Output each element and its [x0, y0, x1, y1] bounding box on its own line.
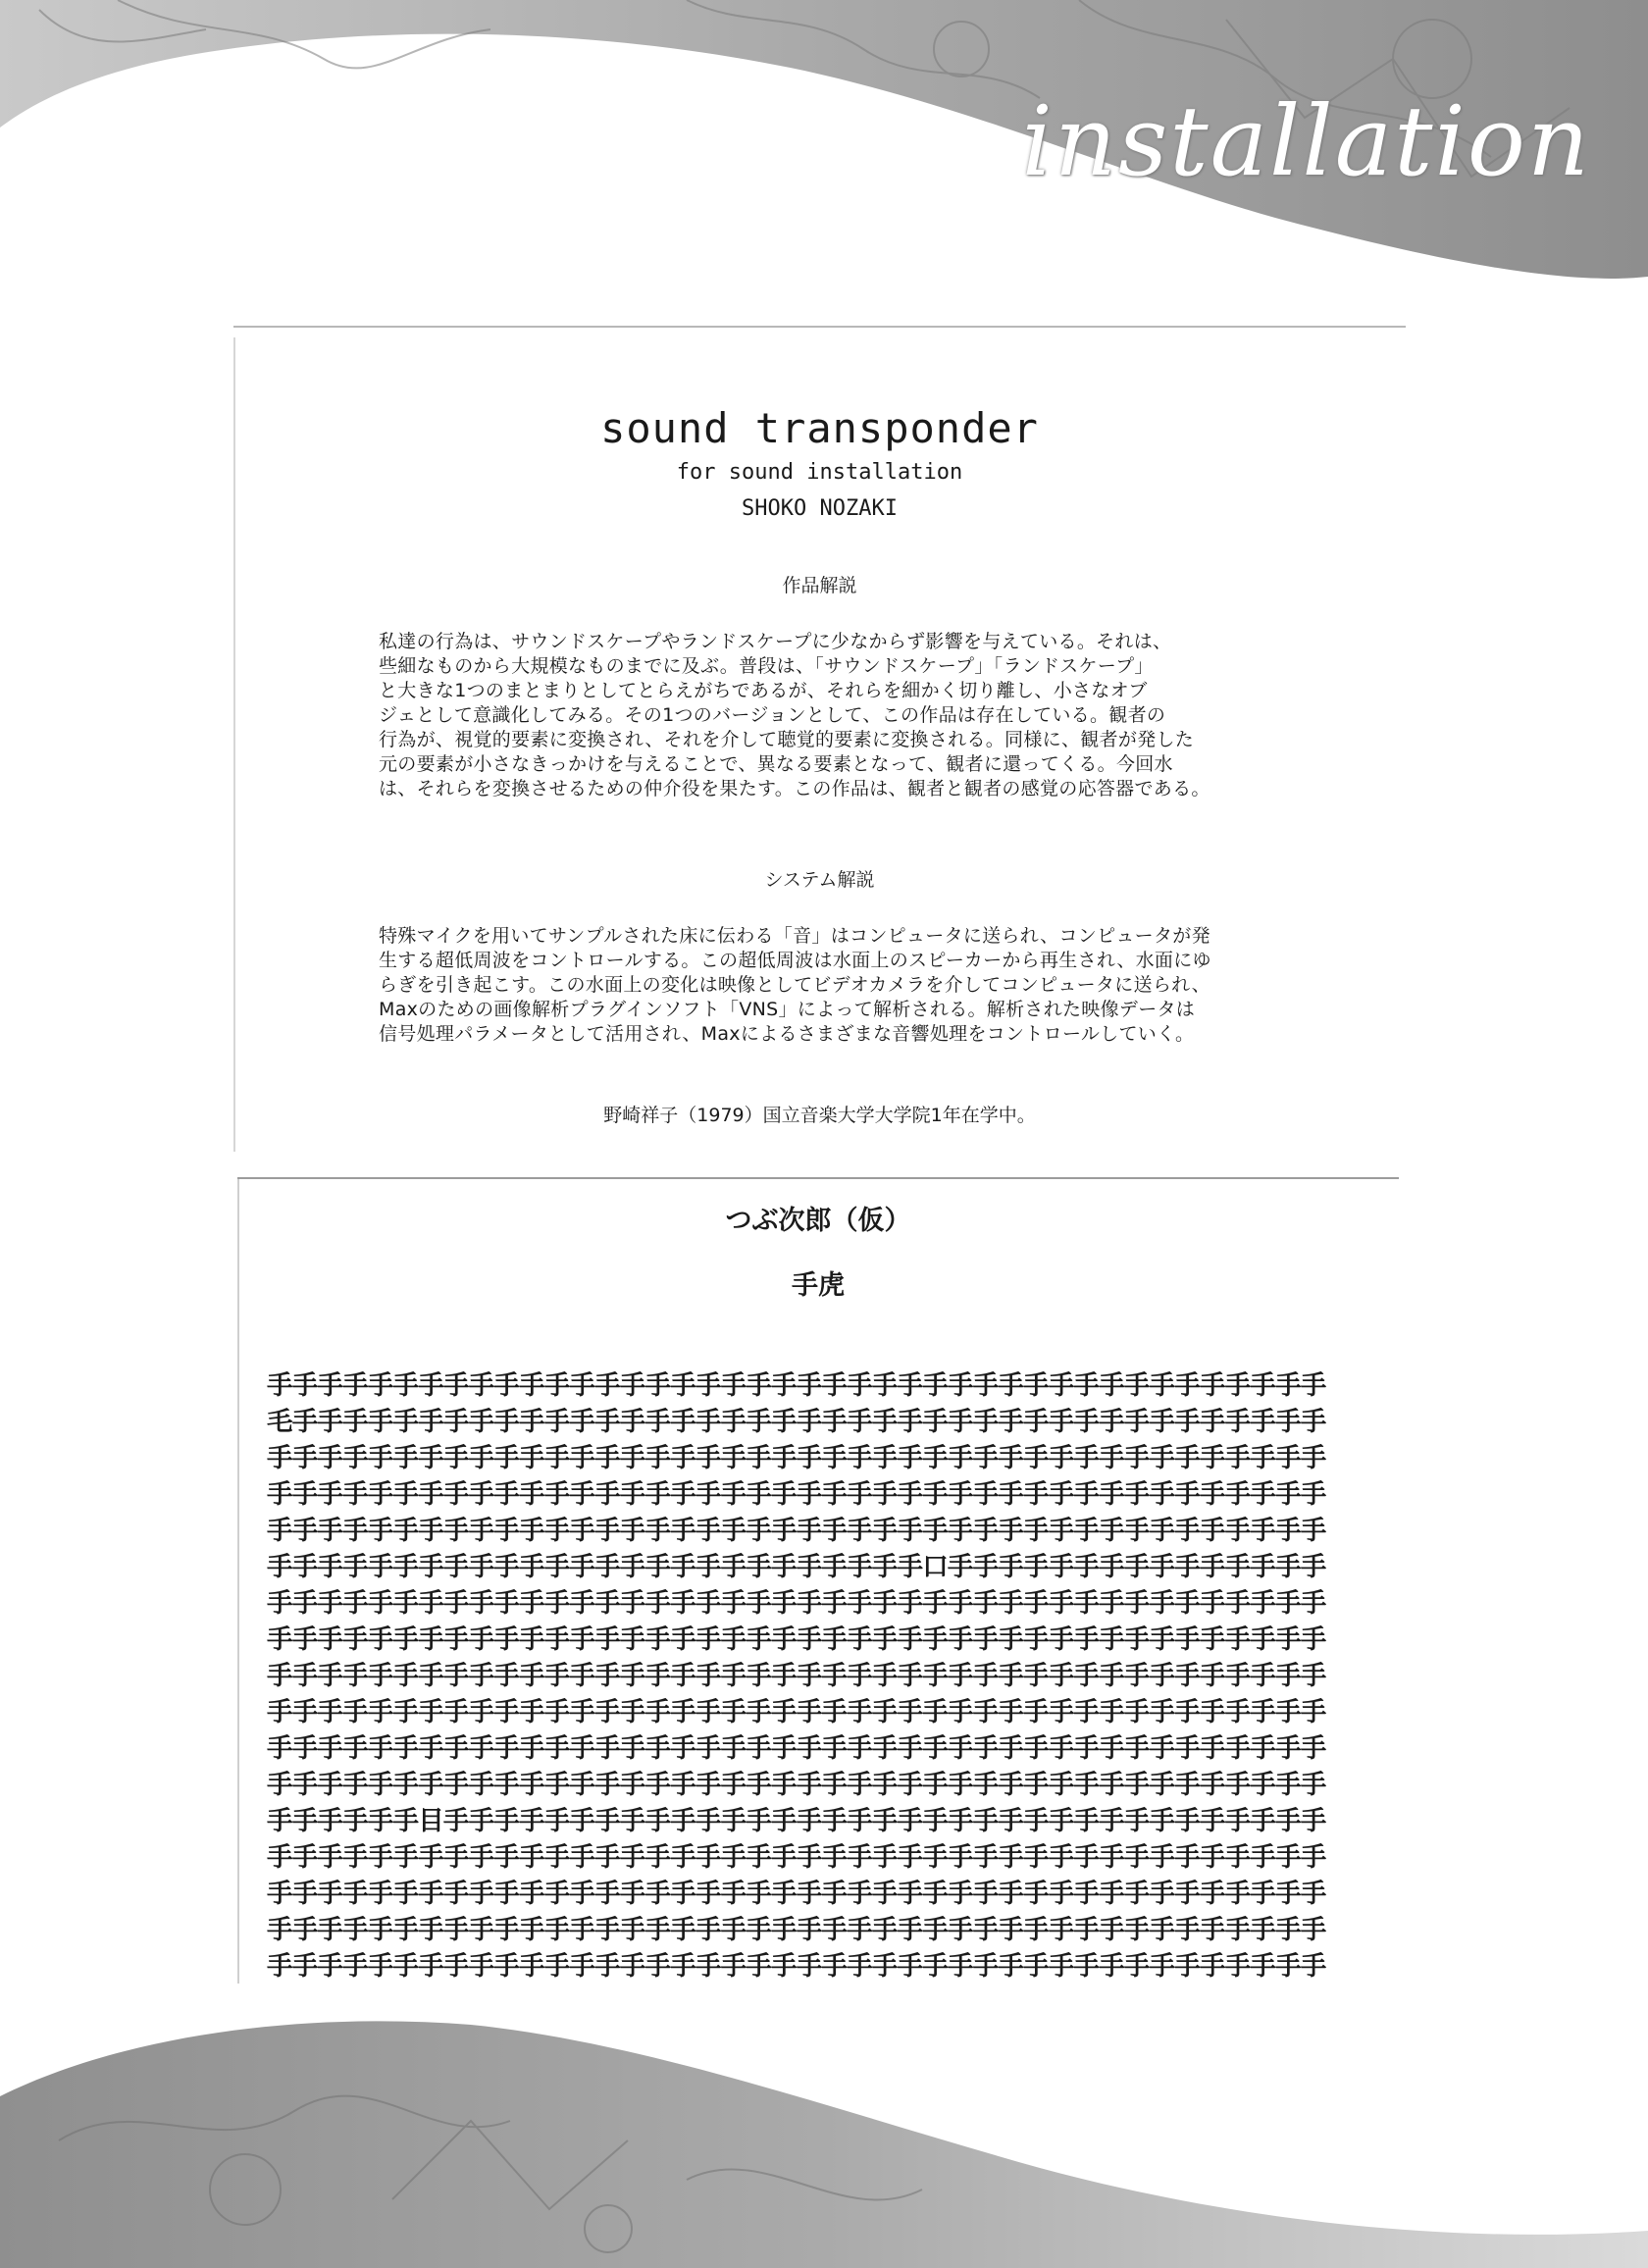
text-line: Maxのための画像解析プラグインソフト「VNS」によって解析される。解析された映像データは: [379, 999, 1196, 1020]
work-description-heading: 作品解説: [782, 575, 857, 596]
author-bio: 野崎祥子（1979）国立音楽大学大学院1年在学中。: [603, 1105, 1036, 1126]
sound-transponder-section: [233, 326, 1406, 1163]
text-line: 行為が、視覚的要素に変換され、それを介して聴覚的要素に変換される。同様に、観者が発した: [379, 729, 1195, 750]
text-line: は、それらを変換させるための仲介役を果たす。この作品は、観者と観者の感覚の応答器である。: [379, 778, 1210, 799]
piece-subtitle: for sound installation: [676, 460, 963, 485]
text-line: 生する超低周波をコントロールする。この超低周波は水面上のスピーカーから再生され、水面にゆ: [379, 950, 1211, 971]
grid-row: 毛手手手手手手手手手手手手手手手手手手手手手手手手手手手手手手手手手手手手手手手手手: [267, 1407, 1326, 1437]
second-piece-subtitle: 手虎: [792, 1270, 845, 1301]
piece-title: sound transponder: [600, 404, 1039, 452]
grid-row: 手手手手手手目手手手手手手手手手手手手手手手手手手手手手手手手手手手手手手手手手手手: [267, 1806, 1326, 1836]
system-description-text: [379, 924, 1360, 1047]
character-grid: [267, 1367, 1375, 1984]
grid-row: 手手手手手手手手手手手手手手手手手手手手手手手手手手口手手手手手手手手手手手手手手手: [267, 1552, 1326, 1582]
grid-row: 手手手手手手手手手手手手手手手手手手手手手手手手手手手手手手手手手手手手手手手手手手: [267, 1842, 1326, 1873]
text-line: 私達の行為は、サウンドスケープやランドスケープに少なからず影響を与えている。それは、: [379, 631, 1172, 652]
system-description-heading: システム解説: [764, 869, 875, 891]
grid-row: 手手手手手手手手手手手手手手手手手手手手手手手手手手手手手手手手手手手手手手手手手手: [267, 1624, 1326, 1655]
text-line: ジェとして意識化してみる。その1つのバージョンとして、この作品は存在している。観者の: [379, 704, 1166, 726]
text-line: 些細なものから大規模なものまでに及ぶ。普段は、「サウンドスケープ」「ランドスケープ」: [379, 655, 1154, 677]
text-line: 信号処理パラメータとして活用され、Maxによるさまざまな音響処理をコントロールしていく。: [379, 1023, 1195, 1045]
grid-row: 手手手手手手手手手手手手手手手手手手手手手手手手手手手手手手手手手手手手手手手手手手: [267, 1915, 1326, 1945]
text-line: 特殊マイクを用いてサンプルされた床に伝わる「音」はコンピュータに送られ、コンピュータが発: [379, 925, 1210, 947]
text-line: と大きな1つのまとまりとしてとらえがちであるが、それらを細かく切り離し、小さなオブ: [379, 680, 1148, 701]
grid-row: 手手手手手手手手手手手手手手手手手手手手手手手手手手手手手手手手手手手手手手手手手手: [267, 1697, 1326, 1727]
banner-title: installation: [1021, 86, 1591, 198]
grid-row: 手手手手手手手手手手手手手手手手手手手手手手手手手手手手手手手手手手手手手手手手手手: [267, 1770, 1326, 1800]
work-description-text: [379, 630, 1360, 801]
grid-row: 手手手手手手手手手手手手手手手手手手手手手手手手手手手手手手手手手手手手手手手手手手: [267, 1516, 1326, 1546]
grid-row: 手手手手手手手手手手手手手手手手手手手手手手手手手手手手手手手手手手手手手手手手手手: [267, 1661, 1326, 1691]
text-line: 元の要素が小さなきっかけを与えることで、異なる要素となって、観者に還ってくる。今回水: [379, 753, 1173, 775]
grid-row: 手手手手手手手手手手手手手手手手手手手手手手手手手手手手手手手手手手手手手手手手手手: [267, 1443, 1326, 1473]
grid-row: 手手手手手手手手手手手手手手手手手手手手手手手手手手手手手手手手手手手手手手手手手手: [267, 1479, 1326, 1510]
grid-row: 手手手手手手手手手手手手手手手手手手手手手手手手手手手手手手手手手手手手手手手手手手: [267, 1951, 1326, 1982]
grid-row: 手手手手手手手手手手手手手手手手手手手手手手手手手手手手手手手手手手手手手手手手手手: [267, 1879, 1326, 1909]
piece-author: SHOKO NOZAKI: [742, 496, 898, 521]
grid-row: 手手手手手手手手手手手手手手手手手手手手手手手手手手手手手手手手手手手手手手手手手手: [267, 1370, 1326, 1401]
tsubujiro-section: [237, 1177, 1399, 2011]
second-piece-title: つぶ次郎（仮）: [725, 1206, 911, 1236]
text-line: らぎを引き起こす。この水面上の変化は映像としてビデオカメラを介してコンピュータに送られ、: [379, 974, 1210, 996]
bottom-decorative-wave: [0, 2003, 1648, 2268]
grid-row: 手手手手手手手手手手手手手手手手手手手手手手手手手手手手手手手手手手手手手手手手手手: [267, 1733, 1326, 1764]
grid-row: 手手手手手手手手手手手手手手手手手手手手手手手手手手手手手手手手手手手手手手手手手手: [267, 1588, 1326, 1619]
